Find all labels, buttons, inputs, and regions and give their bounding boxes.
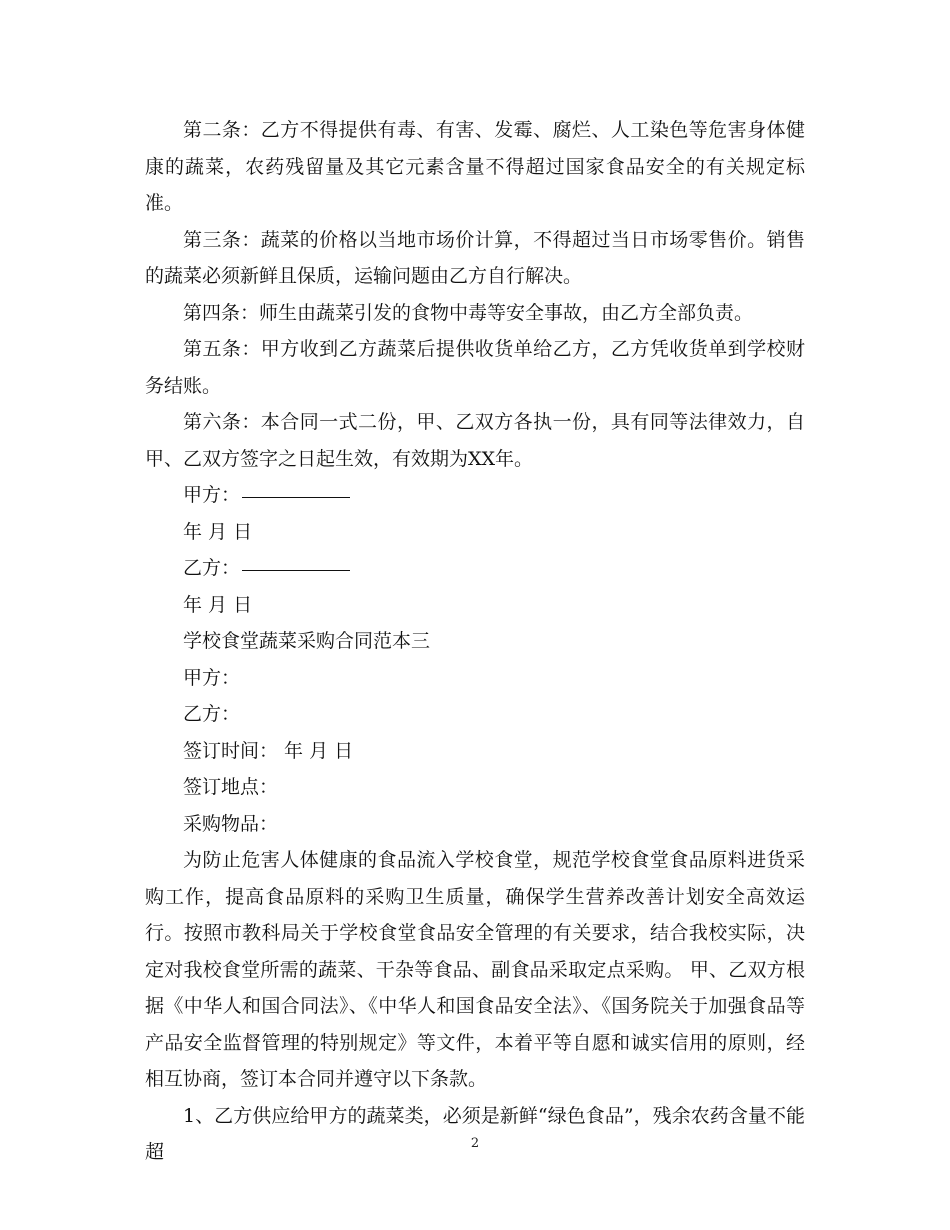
intro-paragraph: 为防止危害人体健康的食品流入学校食堂，规范学校食堂食品原料进货采购工作，提高食品原料的采购卫生质量，确保学生营养改善计划安全高效运行。按照市教科局关于学校食堂食品安全管理的有关要求，结合我校实际，决定对我校食堂所需的蔬菜、干杂等食品、副食品采取定点采购。 甲、乙双方根据《中华人和国合同法》、《中华人和国食品安全法》、《国务院关于加强食品等产品安全监督管理的特别规定》等文件，本着平等自愿和诚实信用的原则，经相互协商，签订本合同并遵守以下条款。 (145, 849, 805, 1090)
document-body (145, 112, 805, 1171)
party-b-signature-label: 乙方： (183, 557, 241, 579)
article-4-paragraph: 第四条：师生由蔬菜引发的食物中毒等安全事故，由乙方全部负责。 (183, 301, 754, 324)
party-a-signature-line (145, 477, 805, 514)
party-b-field: 乙方： (183, 703, 241, 725)
party-a-field: 甲方： (183, 666, 241, 689)
sign-place-field: 签订地点： (183, 776, 279, 798)
article-2-paragraph: 第二条：乙方不得提供有毒、有害、发霉、腐烂、人工染色等危害身体健康的蔬菜，农药残留量及其它元素含量不得超过国家食品安全的有关规定标准。 (145, 119, 805, 214)
purchase-items-field: 采购物品： (183, 812, 279, 835)
article-6-paragraph: 第六条：本合同一式二份，甲、乙双方各执一份，具有同等法律效力，自甲、乙双方签字之日起生效，有效期为XX年。 (145, 411, 805, 470)
article-3-paragraph: 第三条：蔬菜的价格以当地市场价计算，不得超过当日市场零售价。销售的蔬菜必须新鲜且保质，运输问题由乙方自行解决。 (145, 228, 805, 287)
page-number: 2 (470, 1136, 480, 1151)
party-b-signature-blank (242, 569, 350, 571)
article-5-paragraph: 第五条：甲方收到乙方蔬菜后提供收货单给乙方，乙方凭收货单到学校财务结账。 (145, 338, 805, 397)
section-title: 学校食堂蔬菜采购合同范本三 (183, 630, 431, 652)
party-a-signature-blank (242, 496, 350, 498)
party-b-signature-line (145, 550, 805, 587)
sign-time-field: 签订时间： 年 月 日 (183, 739, 354, 762)
party-b-date: 年 月 日 (183, 593, 253, 616)
clause-1-paragraph: 1、乙方供应给甲方的蔬菜类，必须是新鲜“绿色食品”，残余农药含量不能超 (145, 1104, 805, 1163)
party-a-date: 年 月 日 (183, 520, 253, 543)
party-a-signature-label: 甲方： (183, 484, 241, 506)
